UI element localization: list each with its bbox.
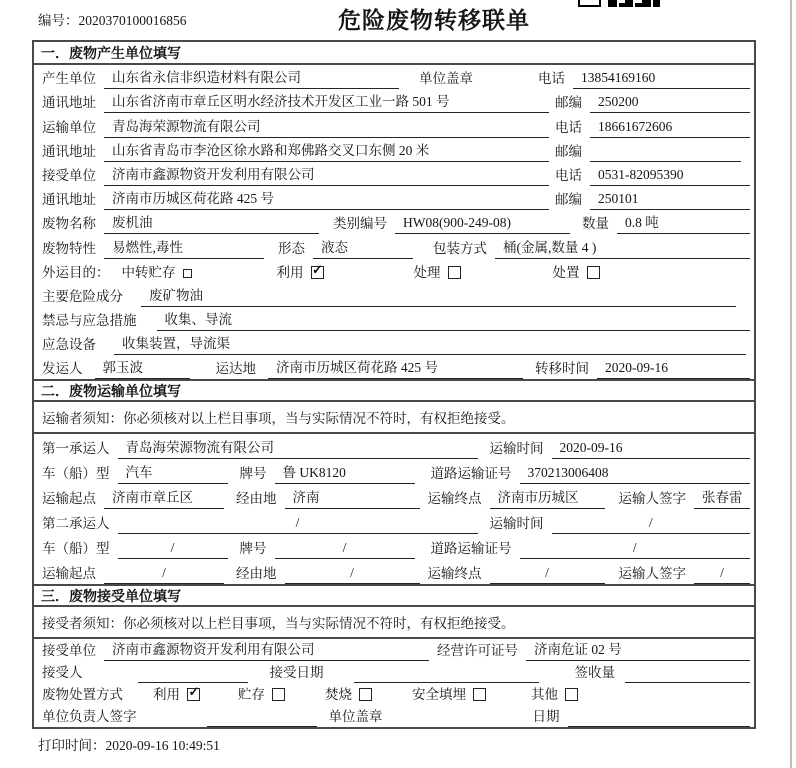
field-label: 运输时间	[489, 516, 544, 532]
field-label: 运输起点	[42, 566, 96, 582]
field-label: 接受日期	[269, 665, 324, 681]
field-value: 济南危证 02 号	[526, 638, 750, 661]
form-row	[34, 559, 754, 584]
field-label: 运输终点	[427, 491, 482, 507]
form-row	[34, 639, 754, 661]
field-value: 易燃性,毒性	[104, 236, 264, 259]
field-label: 车（船）型	[42, 541, 110, 557]
field-label: 单位盖章	[328, 709, 383, 725]
field-label: 焚烧	[325, 687, 352, 703]
section2-header-label: 二．废物运输单位填写	[41, 384, 181, 400]
field-label: 运达地	[215, 361, 256, 377]
section3-body	[34, 639, 754, 727]
field-label: 经营许可证号	[437, 643, 518, 659]
field-value: 郭玉波	[95, 356, 190, 379]
field-label: 运输人签字	[618, 566, 686, 582]
field-label: 电话	[555, 167, 582, 183]
page-edge-line	[790, 0, 792, 768]
field-value: 0.8 吨	[617, 211, 750, 234]
field-label: 接受人	[42, 665, 83, 681]
section3-header-label: 三．废物接受单位填写	[41, 589, 181, 605]
form-row	[34, 89, 754, 113]
section1-header	[34, 42, 754, 65]
checkbox	[183, 269, 192, 278]
form-row	[34, 234, 754, 258]
field-label: 牌号	[239, 466, 267, 482]
field-label: 运输时间	[489, 441, 544, 457]
field-value	[625, 680, 750, 683]
field-label: 贮存	[238, 687, 265, 703]
field-value: 370213006408	[520, 465, 751, 484]
field-value: 桶(金属,数量 4 )	[495, 236, 750, 259]
field-label: 运输终点	[427, 566, 482, 582]
field-value: HW08(900-249-08)	[395, 215, 570, 234]
section3-note	[34, 607, 754, 639]
field-value: 张春雷	[694, 486, 750, 509]
doc-number	[38, 9, 187, 29]
section1-header-label: 一．废物产生单位填写	[41, 46, 181, 62]
checkbox	[565, 688, 578, 701]
field-label: 道路运输证号	[430, 541, 512, 557]
field-label: 主要危险成分	[42, 288, 123, 304]
field-value: 废矿物油	[141, 284, 736, 307]
field-label: 形态	[278, 240, 305, 256]
field-value: 18661672606	[590, 119, 750, 138]
field-label: 邮编	[555, 95, 582, 111]
document-header	[0, 0, 796, 40]
print-time-label: 打印时间：	[38, 738, 106, 754]
field-value	[207, 724, 317, 727]
qr-block	[625, 0, 633, 7]
field-label: 类别编号	[333, 216, 387, 232]
field-label: 外运目的：	[42, 264, 110, 280]
field-label: 废物特性	[42, 240, 96, 256]
field-label: 包装方式	[433, 240, 487, 256]
field-label: 电话	[555, 119, 582, 135]
field-value: 收集、导流	[157, 308, 751, 331]
field-label: 日期	[532, 709, 560, 725]
field-label: 废物处置方式	[42, 687, 123, 703]
field-value: 废机油	[104, 211, 319, 234]
field-label: 利用	[153, 687, 180, 703]
field-value: 山东省青岛市李沧区徐水路和郑佛路交叉口东侧 20 米	[104, 139, 549, 162]
field-label: 接受单位	[42, 643, 96, 659]
section2-header	[34, 379, 754, 402]
field-label: 运输起点	[42, 491, 96, 507]
doc-number-label: 编号：	[38, 13, 79, 28]
field-label: 通讯地址	[42, 192, 96, 208]
form-row	[34, 459, 754, 484]
field-label: 通讯地址	[42, 95, 96, 111]
field-label: 处置	[552, 264, 580, 280]
field-value: 2020-09-16	[552, 440, 751, 459]
field-value: /	[118, 540, 228, 559]
field-value: 山东省济南市章丘区明水经济技术开发区工业一路 501 号	[104, 90, 549, 113]
form-row	[34, 138, 754, 162]
section1-body	[34, 65, 754, 379]
field-label: 道路运输证号	[430, 466, 512, 482]
checkbox	[587, 266, 600, 279]
field-value: 济南市历城区荷花路 425 号	[268, 356, 523, 379]
doc-number-value: 2020370100016856	[78, 13, 187, 28]
print-time	[38, 734, 796, 754]
field-value: 青岛海荣源物流有限公司	[118, 436, 478, 459]
field-label: 转移时间	[535, 361, 589, 377]
form-row	[34, 484, 754, 509]
field-label: 邮编	[555, 143, 582, 159]
field-label: 运输单位	[42, 119, 96, 135]
note-text: 接受者须知：你必须核对以上栏目事项，当与实际情况不符时，有权拒绝接受。	[42, 616, 515, 632]
section2-note	[34, 402, 754, 434]
field-label: 其他	[531, 687, 558, 703]
form-row	[34, 283, 754, 307]
field-value: 250101	[590, 191, 750, 210]
form-row	[34, 331, 754, 355]
field-value	[590, 159, 741, 162]
field-value: /	[490, 565, 605, 584]
form-row	[34, 355, 754, 379]
form-row	[34, 65, 754, 89]
field-label: 第二承运人	[42, 516, 110, 532]
field-label: 经由地	[236, 566, 277, 582]
field-label: 单位盖章	[419, 71, 473, 87]
checkbox	[473, 688, 486, 701]
form-row	[34, 113, 754, 137]
field-value: 山东省永信非织造材料有限公司	[104, 66, 399, 89]
field-value: /	[520, 540, 751, 559]
form-row	[34, 661, 754, 683]
form-row	[34, 307, 754, 331]
field-label: 单位负责人签字	[42, 709, 137, 725]
field-value: /	[694, 565, 750, 584]
field-value: 济南市章丘区	[104, 486, 224, 509]
qr-block	[653, 0, 660, 7]
field-value: /	[118, 515, 478, 534]
field-value: 济南市历城区荷花路 425 号	[104, 187, 549, 210]
field-value: 济南市鑫源物资开发利用有限公司	[104, 638, 429, 661]
form-row	[34, 434, 754, 459]
form-row	[34, 186, 754, 210]
form-row	[34, 509, 754, 534]
qr-code-fragment	[578, 0, 662, 8]
field-label: 经由地	[236, 491, 277, 507]
field-value: 青岛海荣源物流有限公司	[104, 115, 549, 138]
field-value: 济南	[285, 486, 420, 509]
checkbox	[359, 688, 372, 701]
qr-block	[608, 0, 617, 7]
form-row	[34, 162, 754, 186]
field-value: 收集装置，导流渠	[114, 332, 746, 355]
field-value: /	[275, 540, 415, 559]
field-value: /	[104, 565, 224, 584]
field-value	[568, 724, 751, 727]
check-icon: ✓	[312, 261, 323, 277]
field-label: 数量	[582, 216, 609, 232]
field-value: /	[285, 565, 420, 584]
field-label: 发运人	[42, 361, 83, 377]
form-row	[34, 705, 754, 727]
field-label: 利用	[276, 264, 304, 280]
field-label: 接受单位	[42, 167, 96, 183]
field-label: 电话	[538, 71, 565, 87]
field-label: 签收量	[574, 665, 615, 681]
field-label: 通讯地址	[42, 143, 96, 159]
field-value: 济南市鑫源物资开发利用有限公司	[104, 163, 549, 186]
qr-block	[578, 0, 601, 7]
field-value: /	[552, 515, 751, 534]
section2-body	[34, 434, 754, 584]
section3-header	[34, 584, 754, 607]
checkbox	[187, 684, 200, 701]
field-label: 邮编	[555, 192, 582, 208]
field-value: 汽车	[118, 461, 228, 484]
checkbox	[311, 261, 324, 279]
field-label: 牌号	[239, 541, 267, 557]
field-label: 处理	[413, 264, 441, 280]
field-value: 13854169160	[573, 70, 750, 89]
form-row-checkboxes	[34, 259, 754, 283]
field-value: 济南市历城区	[490, 486, 605, 509]
field-value: 0531-82095390	[590, 167, 750, 186]
form-row	[34, 534, 754, 559]
field-label: 安全填埋	[412, 687, 466, 703]
field-value: 250200	[590, 94, 750, 113]
field-value: 液态	[313, 236, 413, 259]
checkbox	[272, 688, 285, 701]
page-title: 危险废物转移联单	[338, 8, 530, 33]
field-label: 产生单位	[42, 71, 96, 87]
field-label: 中转贮存	[121, 264, 176, 280]
field-label: 运输人签字	[618, 491, 686, 507]
field-label: 废物名称	[42, 216, 96, 232]
field-label: 禁忌与应急措施	[42, 313, 137, 329]
note-text: 运输者须知：你必须核对以上栏目事项，当与实际情况不符时，有权拒绝接受。	[42, 411, 515, 427]
qr-block	[642, 0, 651, 7]
check-icon: ✓	[188, 684, 200, 700]
field-value: 鲁 UK8120	[275, 461, 415, 484]
print-time-value: 2020-09-16 10:49:51	[105, 738, 220, 754]
field-label: 应急设备	[42, 337, 96, 353]
field-label: 车（船）型	[42, 466, 110, 482]
field-label: 第一承运人	[42, 441, 110, 457]
field-value: 2020-09-16	[597, 360, 750, 379]
form-row-checkboxes	[34, 683, 754, 705]
transfer-form-table	[32, 40, 756, 729]
checkbox	[448, 266, 461, 279]
form-row	[34, 210, 754, 234]
